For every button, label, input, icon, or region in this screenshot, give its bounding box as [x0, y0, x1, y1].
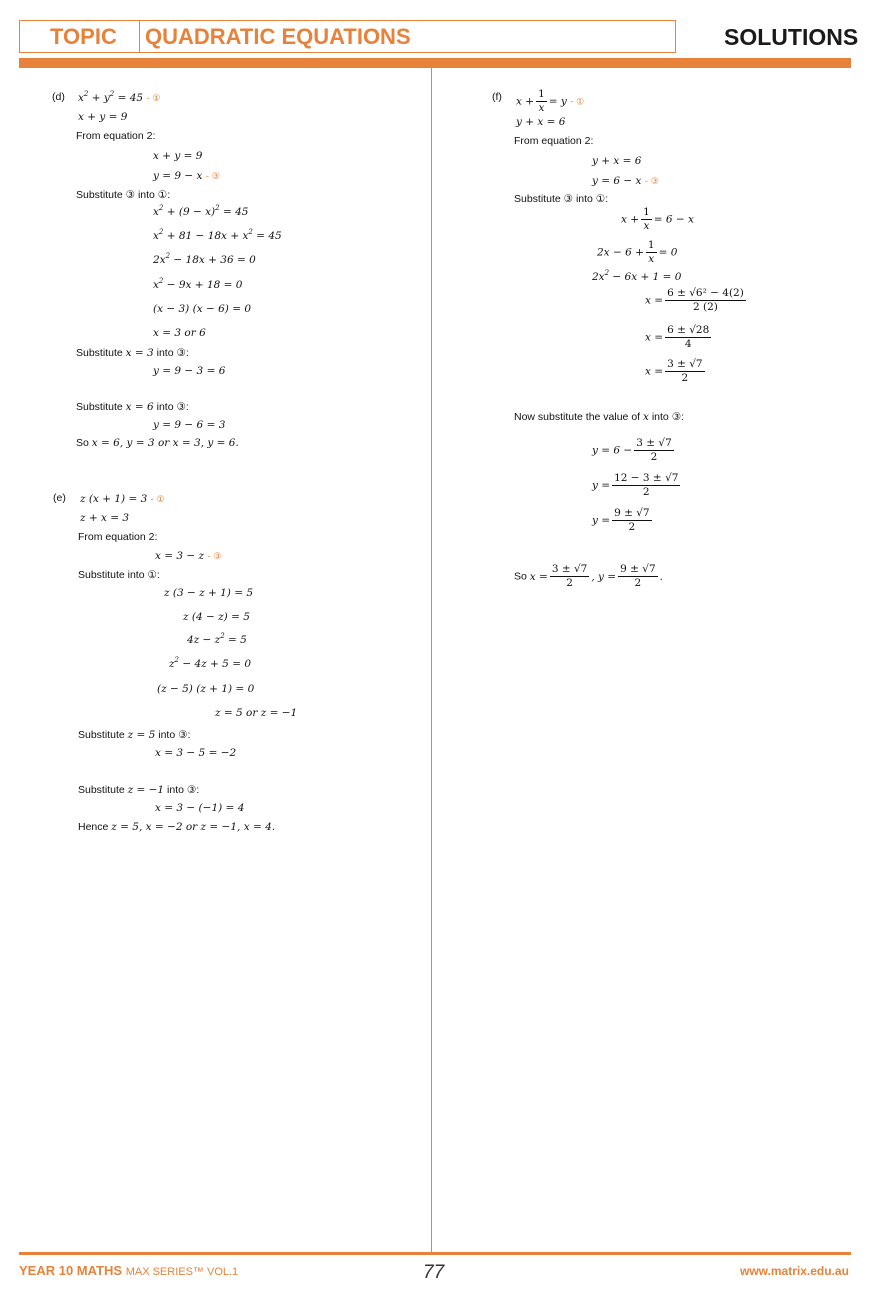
step-text: Substitute — [78, 784, 125, 796]
fraction-den: 2 — [566, 577, 573, 589]
step-text: into ③: — [156, 347, 189, 359]
step-label: From equation 2: — [514, 135, 594, 147]
conclusion-end: . — [659, 570, 663, 583]
topic-title: QUADRATIC EQUATIONS — [145, 24, 411, 49]
step-label — [78, 729, 190, 741]
step-label: Substitute ③ into ①: — [514, 193, 609, 205]
topic-title-box — [139, 20, 676, 53]
fraction-num: 3 ± √7 — [667, 358, 703, 370]
equation-marker: - ① — [146, 94, 161, 104]
conclusion-text: So — [514, 570, 527, 583]
working-line — [645, 324, 713, 351]
working-line — [153, 170, 220, 182]
equation-marker: - ① — [150, 495, 165, 505]
conclusion — [514, 563, 663, 590]
conclusion — [78, 821, 275, 833]
working-text: y = — [592, 514, 611, 527]
fraction — [550, 563, 590, 590]
fraction-num: 12 − 3 ± √7 — [614, 472, 679, 484]
fraction — [612, 472, 680, 499]
equation-marker: - ③ — [205, 172, 220, 182]
equation-2: y + x = 6 — [516, 116, 566, 128]
working-line — [592, 507, 654, 534]
step-var: z = 5 — [127, 729, 156, 741]
step-text: Substitute — [76, 401, 123, 413]
working-line — [621, 206, 694, 233]
conclusion — [76, 437, 239, 449]
working-line: x + y = 9 — [153, 150, 203, 162]
step-label — [78, 784, 199, 796]
fraction-num: 6 ± √28 — [667, 324, 710, 336]
step-text: Substitute — [78, 729, 125, 741]
footer-rule — [19, 1252, 851, 1255]
fraction-num: 1 — [647, 239, 655, 251]
working-line — [592, 175, 659, 187]
working-line — [645, 287, 748, 314]
working-text: x = — [645, 331, 664, 344]
working-line — [592, 437, 676, 464]
step-label: Substitute into ①: — [78, 569, 160, 581]
conclusion-text: Hence — [78, 821, 109, 833]
working-line: (x − 3) (x − 6) = 0 — [153, 303, 252, 315]
working-line: $x^2 + (9 - x)^2 = 45$ — [153, 204, 249, 218]
equation-text: = y — [548, 95, 567, 108]
fraction — [536, 88, 547, 115]
working-line: $x^2 - 9x + 18 = 0$ — [153, 277, 243, 291]
working-line — [645, 358, 707, 385]
working-line: $2x^2 - 18x + 36 = 0$ — [153, 252, 256, 266]
fraction-den: 2 — [628, 521, 636, 533]
fraction — [665, 287, 746, 314]
working-line: y = 9 − 6 = 3 — [153, 419, 226, 431]
working-line: $2x^2 - 6x + 1 = 0$ — [592, 269, 682, 283]
footer-series-bold: YEAR 10 MATHS — [19, 1263, 123, 1278]
fraction-den: x — [643, 220, 650, 232]
working-line — [597, 239, 677, 266]
working-line: $x^2 + 81 - 18x + x^2 = 45$ — [153, 228, 282, 242]
step-text: Substitute — [76, 347, 123, 359]
working-line — [155, 550, 221, 562]
fraction — [646, 239, 657, 266]
fraction-den: 4 — [684, 338, 692, 350]
equation-text: z (x + 1) = 3 — [80, 493, 148, 505]
fraction — [665, 358, 705, 385]
conclusion-var: , y = — [591, 570, 617, 583]
working-line: $4z - z^2 = 5$ — [187, 632, 247, 646]
fraction-den: 2 — [634, 577, 642, 589]
fraction-num: 3 ± √7 — [636, 437, 672, 449]
step-text: Now substitute the value of — [514, 411, 641, 423]
conclusion-math: x = 6, y = 3 or x = 3, y = 6. — [91, 437, 239, 449]
working-text: x = — [645, 365, 664, 378]
conclusion-var: x = — [529, 570, 548, 583]
fraction-den: 2 — [681, 372, 689, 384]
working-text: y = 9 − x — [153, 170, 203, 182]
part-label: (d) — [52, 91, 65, 103]
working-text: y = — [592, 479, 611, 492]
section-title: SOLUTIONS — [724, 24, 859, 50]
step-var: x = 3 — [125, 347, 154, 359]
column-divider — [431, 68, 432, 1252]
page-number: 77 — [423, 1262, 445, 1283]
fraction — [612, 507, 652, 534]
equation-1: $x^2 + y^2 = 45$ - ① — [78, 90, 161, 104]
step-text: into ③: — [158, 729, 191, 741]
step-var: x — [643, 411, 649, 423]
working-text: x + — [621, 213, 640, 226]
equation-text: x + — [516, 95, 535, 108]
working-line: z = 5 or z = −1 — [215, 707, 298, 719]
step-text: into ③: — [167, 784, 200, 796]
conclusion-math: z = 5, x = −2 or z = −1, x = 4. — [111, 821, 276, 833]
working-text: y = 6 − x — [592, 175, 642, 187]
working-line: (z − 5) (z + 1) = 0 — [157, 683, 255, 695]
fraction-num: 6 ± √6² − 4(2) — [667, 287, 744, 299]
working-text: = 6 − x — [653, 213, 694, 226]
step-var: z = −1 — [127, 784, 165, 796]
equation-marker: - ③ — [207, 552, 222, 562]
working-line: y = 9 − 3 = 6 — [153, 365, 226, 377]
fraction-num: 3 ± √7 — [551, 563, 588, 575]
topic-label-box — [19, 20, 140, 53]
step-label: From equation 2: — [76, 130, 156, 142]
working-text: x = 3 − z — [155, 550, 205, 562]
fraction-num: 1 — [643, 206, 650, 218]
equation-2: x + y = 9 — [78, 111, 128, 123]
footer-series — [19, 1263, 238, 1278]
step-label — [514, 411, 684, 423]
working-line: z (3 − z + 1) = 5 — [164, 587, 254, 599]
working-text: x = — [645, 294, 664, 307]
equation-1 — [80, 493, 165, 505]
equation-marker: - ① — [570, 97, 585, 108]
fraction-den: 2 (2) — [692, 301, 718, 313]
working-line: x = 3 or 6 — [153, 327, 206, 339]
equation-1 — [516, 88, 584, 115]
step-var: x = 6 — [125, 401, 154, 413]
footer-series-rest: MAX SERIES™ VOL.1 — [125, 1266, 239, 1278]
fraction-den: x — [538, 102, 545, 114]
fraction-den: 2 — [650, 451, 658, 463]
working-line: x = 3 − (−1) = 4 — [155, 802, 245, 814]
fraction-num: 9 ± √7 — [614, 507, 650, 519]
working-line: z (4 − z) = 5 — [183, 611, 250, 623]
fraction-num: 9 ± √7 — [620, 563, 656, 575]
step-label: From equation 2: — [78, 531, 158, 543]
step-label — [76, 401, 189, 413]
header-rule — [19, 58, 851, 68]
equation-2: z + x = 3 — [80, 512, 130, 524]
footer-url[interactable]: www.matrix.edu.au — [740, 1264, 849, 1278]
step-label — [76, 347, 189, 359]
working-line: y + x = 6 — [592, 155, 642, 167]
equation-marker: - ③ — [644, 177, 659, 187]
fraction — [618, 563, 658, 590]
step-label: Substitute ③ into ①: — [76, 189, 171, 201]
fraction-den: x — [648, 253, 655, 265]
fraction-den: 2 — [642, 486, 650, 498]
part-label: (e) — [53, 492, 66, 504]
topic-label: TOPIC — [50, 24, 117, 49]
working-text: y = 6 − — [592, 444, 633, 457]
step-text: into ③: — [156, 401, 189, 413]
working-line: x = 3 − 5 = −2 — [155, 747, 237, 759]
part-label: (f) — [492, 91, 502, 103]
fraction — [634, 437, 674, 464]
conclusion-text: So — [76, 437, 89, 449]
working-text: 2x − 6 + — [597, 246, 644, 259]
working-line: $z^2 - 4z + 5 = 0$ — [169, 656, 252, 670]
working-text: = 0 — [658, 246, 678, 259]
working-line — [592, 472, 682, 499]
fraction-num: 1 — [538, 88, 545, 100]
fraction — [665, 324, 711, 351]
step-text: into ③: — [651, 411, 685, 423]
fraction — [641, 206, 652, 233]
